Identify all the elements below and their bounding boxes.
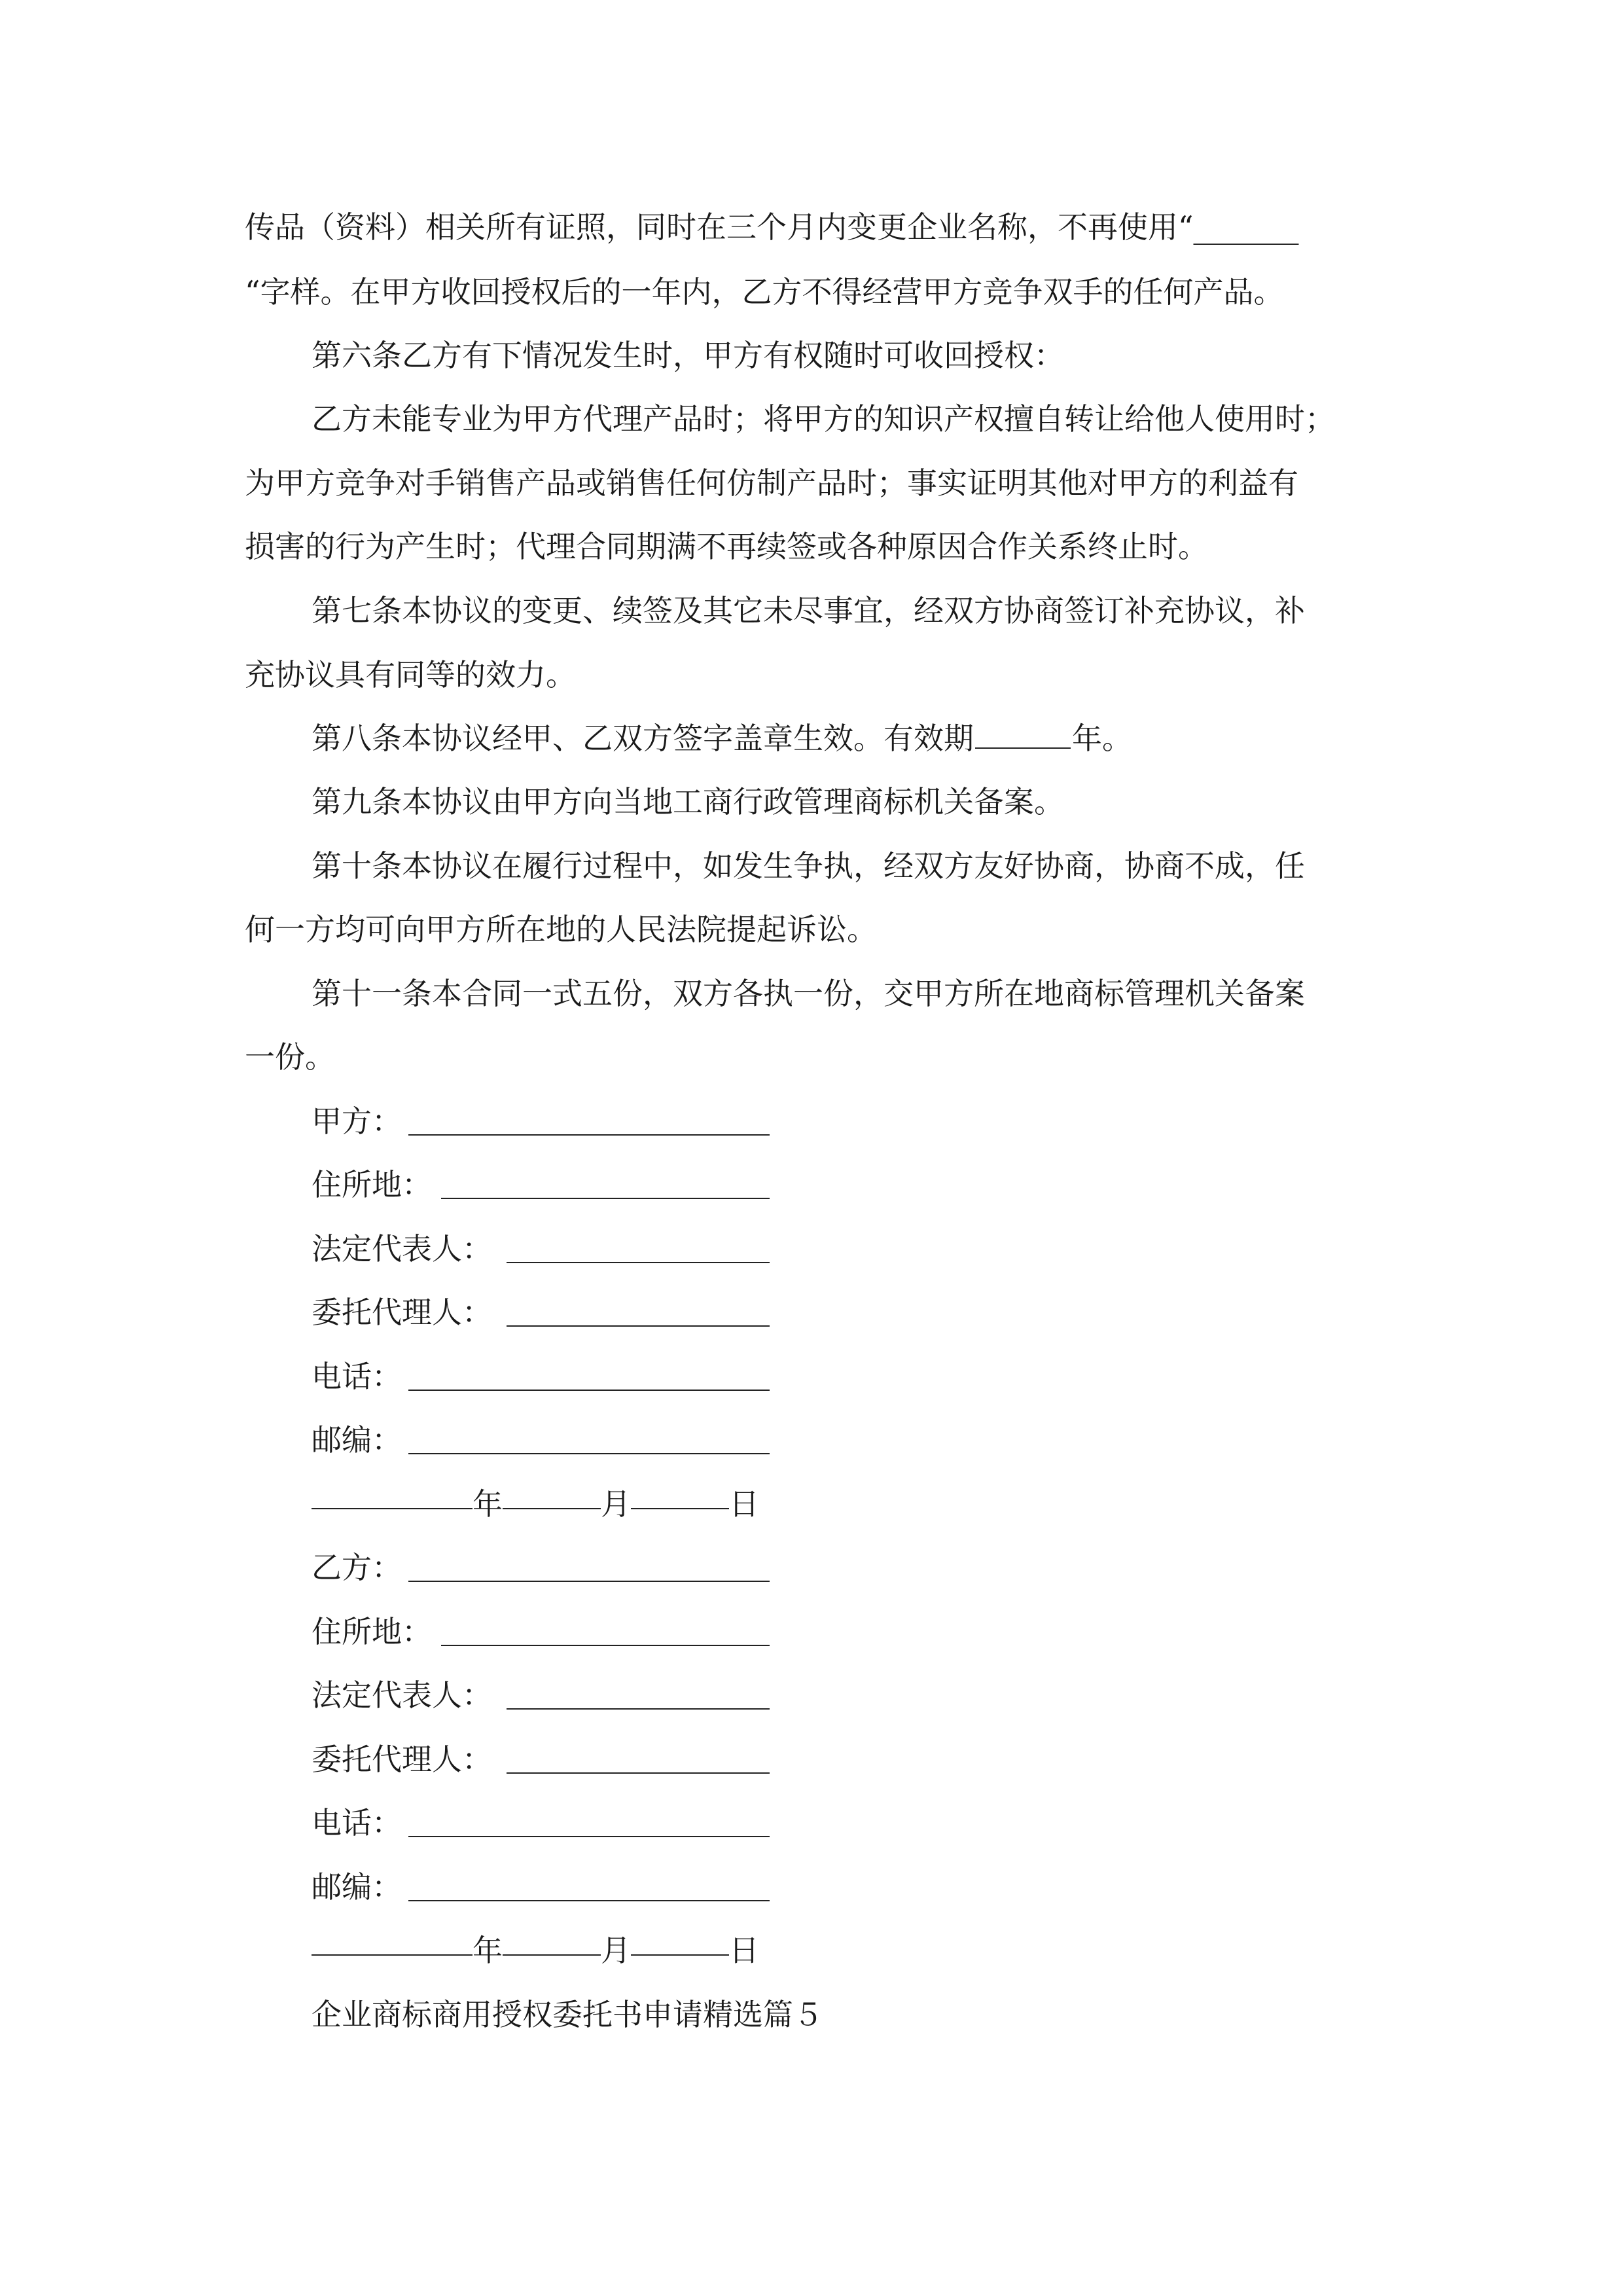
party-a-field <box>312 1102 770 1141</box>
day-label: 日 <box>729 1486 759 1522</box>
party-a-postcode-field <box>312 1420 770 1460</box>
postcode-label: 邮编： <box>312 1422 402 1458</box>
paragraph-line: 何一方均可向甲方所在地的人民法院提起诉讼。 <box>245 912 877 947</box>
party-a-label: 甲方： <box>312 1103 402 1139</box>
article-8 <box>312 719 1132 758</box>
address-blank <box>441 1198 770 1199</box>
paragraph-line: 一份。 <box>245 1039 335 1075</box>
month-blank <box>503 1508 601 1509</box>
section-title: 企业商标商用授权委托书申请精选篇５ <box>312 1997 823 2032</box>
party-b-blank <box>408 1581 770 1582</box>
address-label: 住所地： <box>312 1167 432 1202</box>
month-label: 月 <box>601 1486 631 1522</box>
article-9: 第九条本协议由甲方向当地工商行政管理商标机关备案。 <box>312 784 1064 819</box>
party-b-label: 乙方： <box>312 1550 402 1585</box>
paragraph-line: 为甲方竞争对手销售产品或销售任何仿制产品时；事实证明其他对甲方的利益有 <box>245 465 1298 501</box>
agent-label: 委托代理人： <box>312 1295 492 1330</box>
phone-blank <box>408 1390 770 1391</box>
phone-blank <box>408 1836 770 1837</box>
year-blank <box>312 1954 473 1956</box>
legal-rep-blank <box>507 1708 770 1710</box>
legal-rep-label: 法定代表人： <box>312 1231 492 1266</box>
paragraph-line: 乙方未能专业为甲方代理产品时；将甲方的知识产权擅自转让给他人使用时； <box>312 401 1335 437</box>
party-a-phone-field <box>312 1357 770 1396</box>
article-10: 第十条本协议在履行过程中，如发生争执，经双方友好协商，协商不成，任 <box>312 848 1305 884</box>
party-b-field <box>312 1548 770 1587</box>
article-8-text: 第八条本协议经甲、乙双方签字盖章生效。有效期 <box>312 721 974 756</box>
address-label: 住所地： <box>312 1614 432 1649</box>
paragraph-line: 损害的行为产生时；代理合同期满不再续签或各种原因合作关系终止时。 <box>245 529 1208 564</box>
day-blank <box>631 1508 729 1509</box>
agent-blank <box>507 1325 770 1327</box>
address-blank <box>441 1645 770 1646</box>
party-b-date <box>312 1931 759 1970</box>
phone-label: 电话： <box>312 1805 402 1840</box>
party-b-agent-field <box>312 1740 770 1779</box>
article-8-unit: 年。 <box>1072 721 1132 756</box>
party-a-address-field <box>312 1165 770 1204</box>
month-label: 月 <box>601 1933 631 1968</box>
article-7: 第七条本协议的变更、续签及其它未尽事宜，经双方协商签订补充协议，补 <box>312 593 1305 628</box>
legal-rep-label: 法定代表人： <box>312 1677 492 1713</box>
party-b-postcode-field <box>312 1867 770 1907</box>
party-a-blank <box>408 1134 770 1136</box>
agent-blank <box>507 1772 770 1774</box>
day-blank <box>631 1954 729 1956</box>
article-11: 第十一条本合同一式五份，双方各执一份，交甲方所在地商标管理机关备案 <box>312 976 1305 1011</box>
paragraph-line: “字样。在甲方收回授权后的一年内，乙方不得经营甲方竞争双手的任何产品。 <box>245 274 1284 310</box>
postcode-blank <box>408 1453 770 1454</box>
postcode-label: 邮编： <box>312 1869 402 1905</box>
validity-blank <box>975 721 1071 749</box>
phone-label: 电话： <box>312 1359 402 1394</box>
party-a-date <box>312 1484 759 1524</box>
party-b-address-field <box>312 1612 770 1651</box>
article-6-heading: 第六条乙方有下情况发生时，甲方有权随时可收回授权： <box>312 338 1064 373</box>
agent-label: 委托代理人： <box>312 1742 492 1777</box>
day-label: 日 <box>729 1933 759 1968</box>
year-label: 年 <box>473 1486 503 1522</box>
party-a-legal-rep-field <box>312 1229 770 1268</box>
month-blank <box>503 1954 601 1956</box>
postcode-blank <box>408 1900 770 1901</box>
paragraph-line: 传品（资料）相关所有证照，同时在三个月内变更企业名称，不再使用“_______ <box>245 209 1299 245</box>
party-b-legal-rep-field <box>312 1676 770 1715</box>
party-b-phone-field <box>312 1803 770 1842</box>
paragraph-line: 充协议具有同等的效力。 <box>245 657 576 692</box>
year-label: 年 <box>473 1933 503 1968</box>
year-blank <box>312 1508 473 1509</box>
legal-rep-blank <box>507 1262 770 1263</box>
party-a-agent-field <box>312 1293 770 1332</box>
